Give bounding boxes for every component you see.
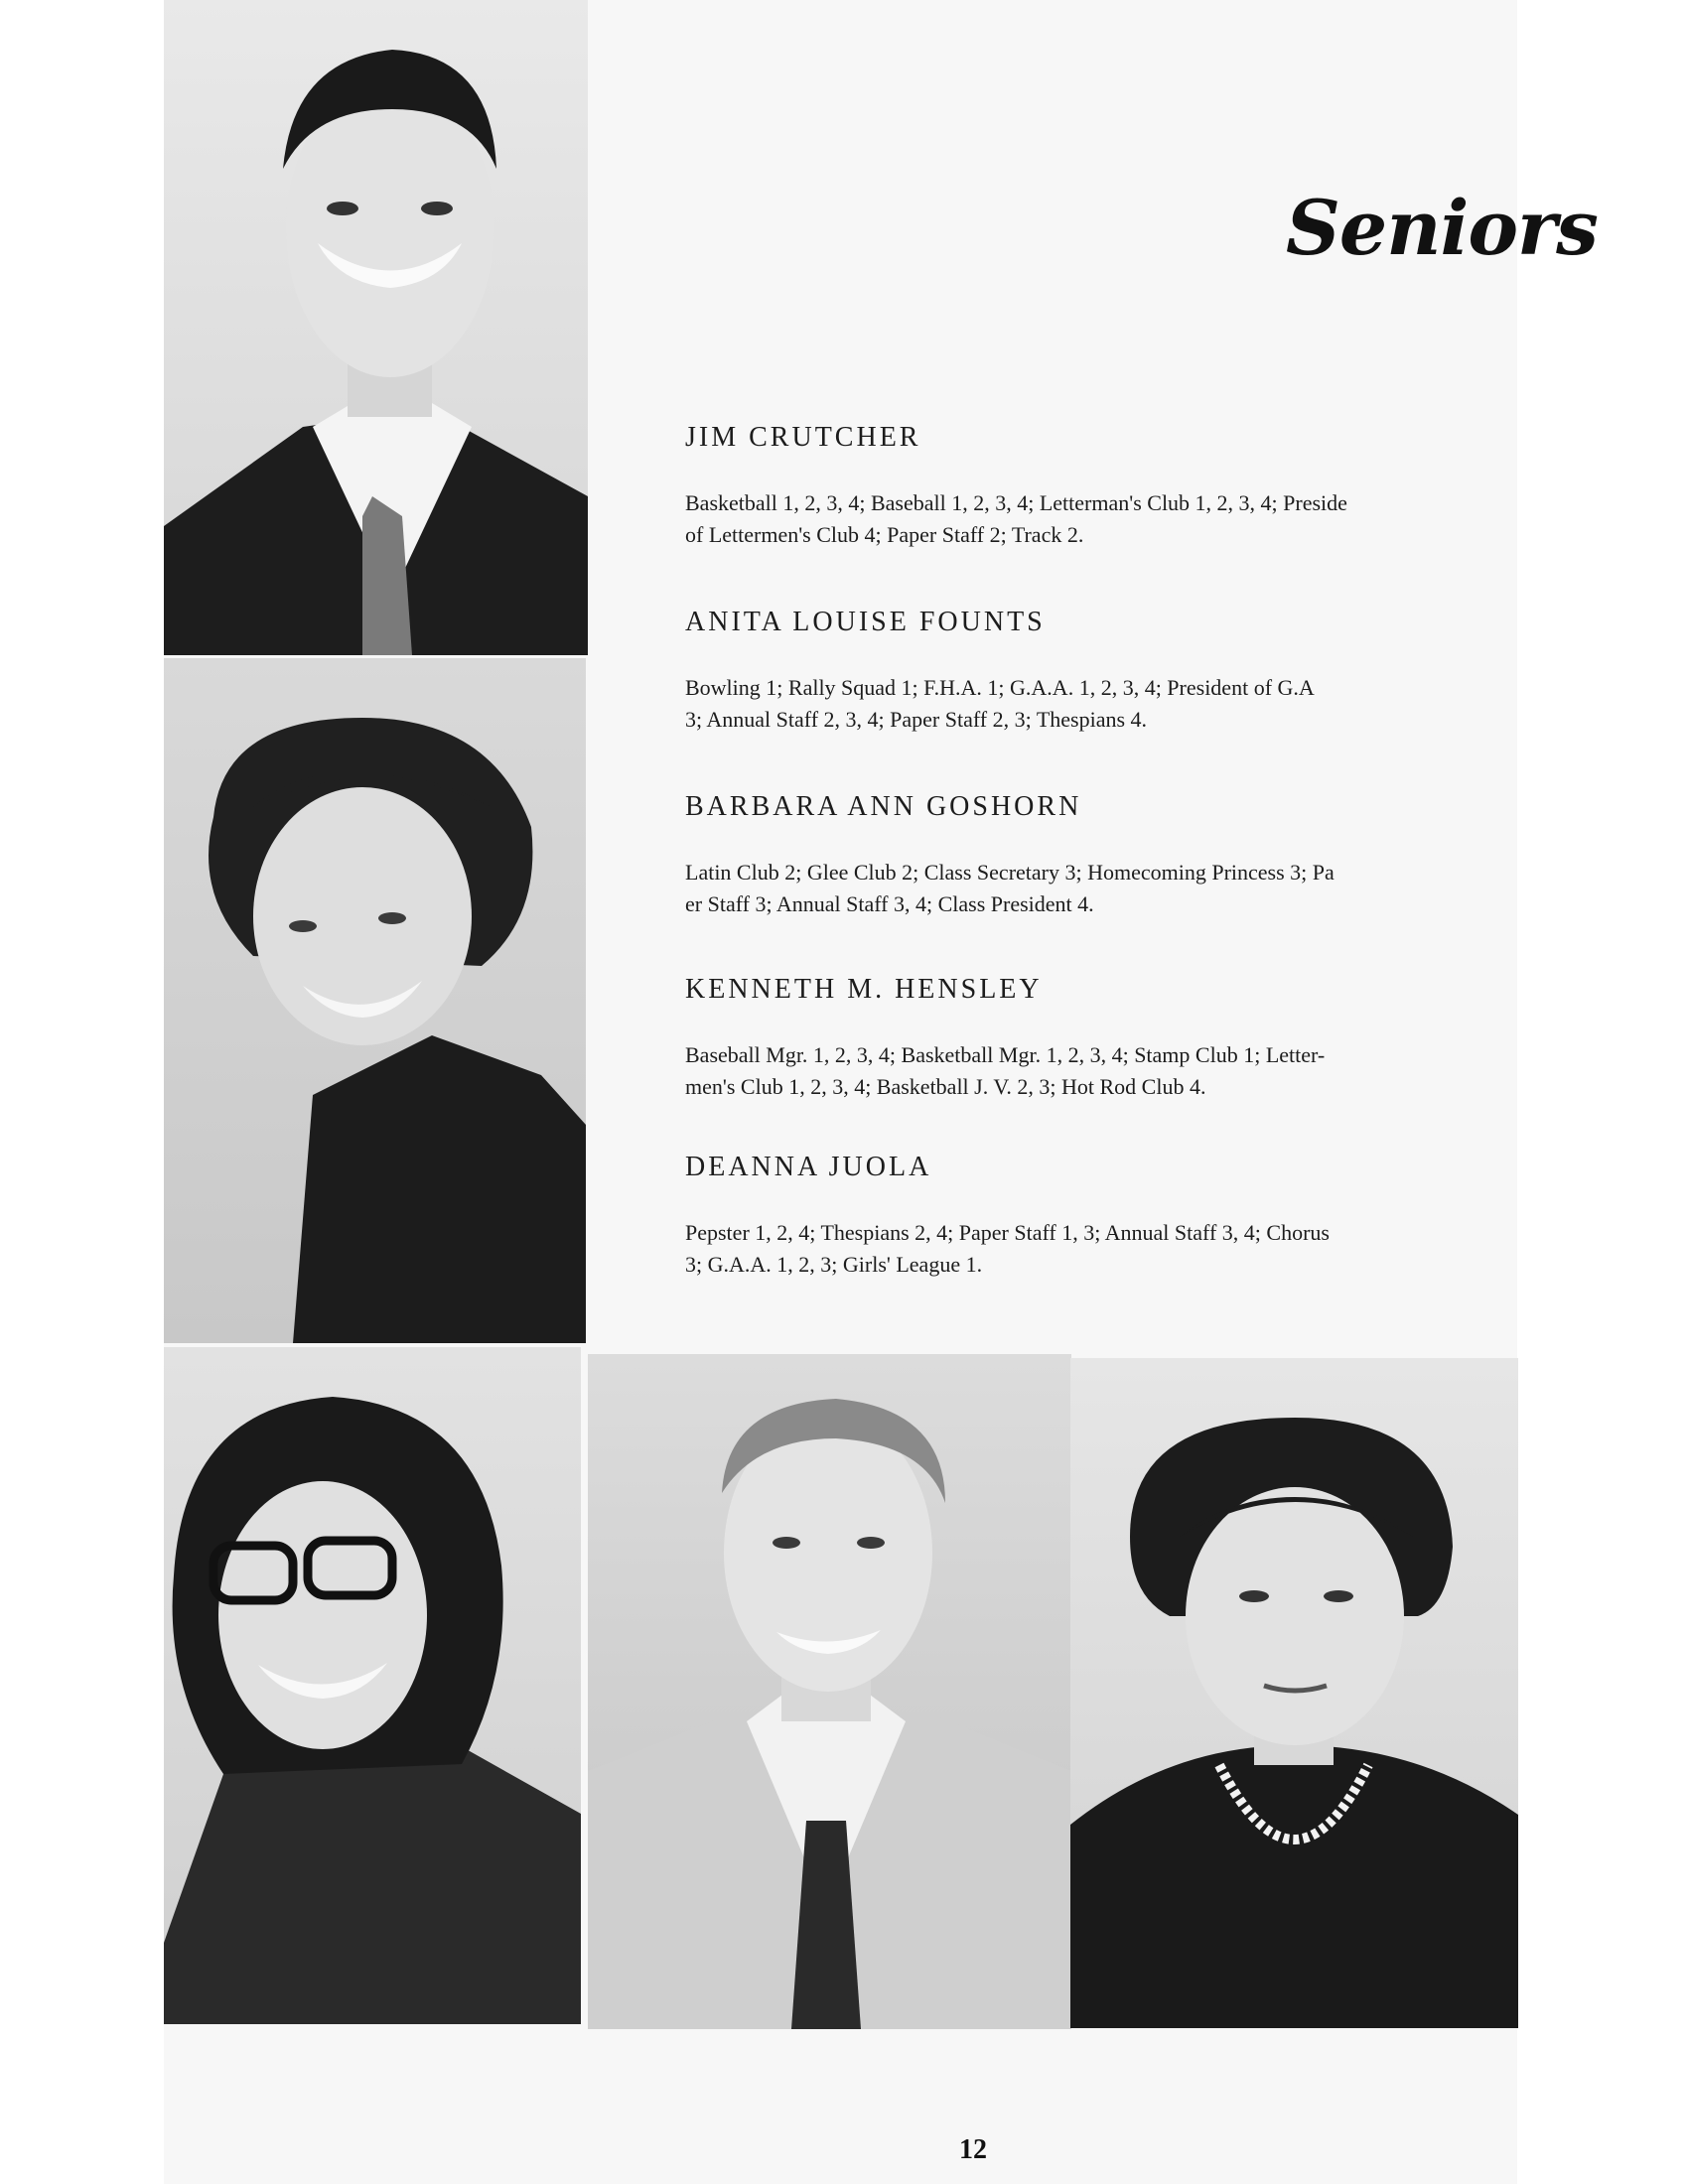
senior-activities: [685, 857, 1522, 920]
portrait-photo-3: [164, 1347, 581, 2024]
senior-name: KENNETH M. HENSLEY: [685, 974, 1043, 1005]
senior-entry: [685, 1152, 1522, 1281]
senior-activities: [685, 1039, 1522, 1103]
activities-line: 3; Annual Staff 2, 3, 4; Paper Staff 2, 3; Thespians 4.: [685, 707, 1148, 732]
portrait-photo-2: [164, 658, 586, 1343]
senior-activities: [685, 672, 1522, 736]
activities-line: of Lettermen's Club 4; Paper Staff 2; Track 2.: [685, 522, 1084, 547]
activities-line: Basketball 1, 2, 3, 4; Baseball 1, 2, 3, 4; Letterman's Club 1, 2, 3, 4; Preside: [685, 490, 1347, 515]
portrait-photo-5: [1070, 1358, 1518, 2028]
senior-entry: [685, 791, 1522, 920]
activities-line: Baseball Mgr. 1, 2, 3, 4; Basketball Mgr. 1, 2, 3, 4; Stamp Club 1; Letter-: [685, 1042, 1326, 1067]
senior-name: JIM CRUTCHER: [685, 422, 921, 453]
senior-name: BARBARA ANN GOSHORN: [685, 791, 1082, 822]
senior-activities: [685, 1217, 1522, 1281]
activities-line: Bowling 1; Rally Squad 1; F.H.A. 1; G.A.A. 1, 2, 3, 4; President of G.A: [685, 675, 1315, 700]
page-title: Seniors: [1286, 184, 1598, 272]
senior-activities: [685, 487, 1522, 551]
senior-name: ANITA LOUISE FOUNTS: [685, 607, 1046, 637]
page-number: 12: [959, 2134, 987, 2165]
activities-line: Pepster 1, 2, 4; Thespians 2, 4; Paper Staff 1, 3; Annual Staff 3, 4; Chorus: [685, 1220, 1330, 1245]
activities-line: er Staff 3; Annual Staff 3, 4; Class President 4.: [685, 891, 1094, 916]
activities-line: Latin Club 2; Glee Club 2; Class Secretary 3; Homecoming Princess 3; Pa: [685, 860, 1335, 885]
senior-entry: [685, 974, 1522, 1103]
activities-line: 3; G.A.A. 1, 2, 3; Girls' League 1.: [685, 1252, 983, 1277]
activities-line: men's Club 1, 2, 3, 4; Basketball J. V. 2, 3; Hot Rod Club 4.: [685, 1074, 1206, 1099]
senior-entry: [685, 422, 1522, 551]
portrait-photo-1: [164, 0, 588, 655]
senior-entries: [685, 422, 1522, 1315]
senior-name: DEANNA JUOLA: [685, 1152, 932, 1182]
senior-entry: [685, 607, 1522, 736]
portrait-photo-4: [588, 1354, 1071, 2029]
